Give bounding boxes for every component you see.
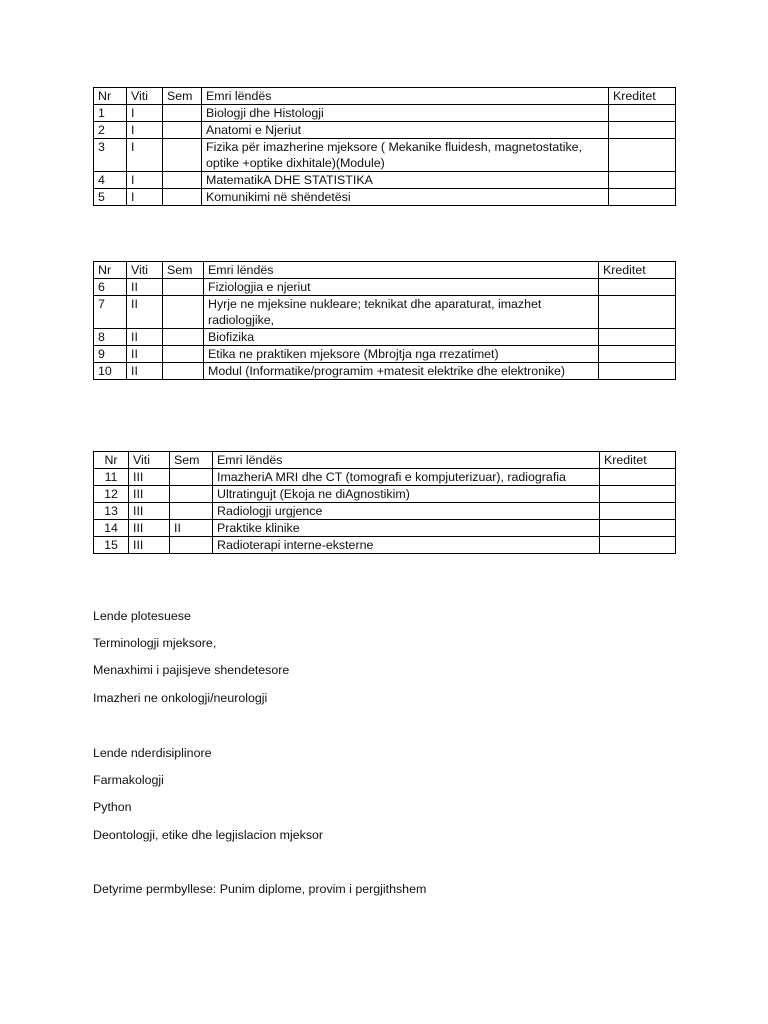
cell-credits <box>609 139 676 172</box>
cell-nr: 12 <box>94 486 129 503</box>
cell-semester <box>170 469 213 486</box>
cell-course-name: MatematikA DHE STATISTIKA <box>202 172 609 189</box>
cell-nr: 15 <box>94 537 129 554</box>
cell-nr: 2 <box>94 122 127 139</box>
cell-nr: 10 <box>94 363 127 380</box>
cell-course-name: Etika ne praktiken mjeksore (Mbrojtja nga rrezatimet) <box>204 346 599 363</box>
complementary-item: Imazheri ne onkologji/neurologji <box>93 691 268 705</box>
cell-semester <box>163 105 202 122</box>
cell-nr: 11 <box>94 469 129 486</box>
cell-year: I <box>127 122 163 139</box>
cell-credits <box>599 279 676 296</box>
cell-credits <box>599 363 676 380</box>
cell-year: II <box>127 279 163 296</box>
interdisciplinary-item: Python <box>93 800 132 814</box>
header-semester: Sem <box>170 452 213 469</box>
header-credits: Kreditet <box>600 452 676 469</box>
header-course-name: Emri lëndës <box>202 88 609 105</box>
header-year: Viti <box>127 262 163 279</box>
cell-course-name: Komunikimi në shëndetësi <box>202 189 609 206</box>
final-requirements: Detyrime permbyllese: Punim diplome, provim i pergjithshem <box>93 882 427 896</box>
cell-year: III <box>129 537 170 554</box>
header-semester: Sem <box>163 88 202 105</box>
course-table-year-3 <box>93 451 676 554</box>
cell-semester <box>163 346 204 363</box>
table-header-row <box>94 88 676 105</box>
cell-course-name: Biologji dhe Histologji <box>202 105 609 122</box>
cell-semester <box>163 363 204 380</box>
table-row <box>94 537 676 554</box>
cell-course-name: Radioterapi interne-eksterne <box>213 537 600 554</box>
table-row <box>94 279 676 296</box>
cell-year: I <box>127 172 163 189</box>
cell-credits <box>599 329 676 346</box>
cell-course-name: Modul (Informatike/programim +matesit elektrike dhe elektronike) <box>204 363 599 380</box>
cell-year: I <box>127 139 163 172</box>
cell-nr: 13 <box>94 503 129 520</box>
cell-nr: 3 <box>94 139 127 172</box>
cell-course-name: Radiologji urgjence <box>213 503 600 520</box>
interdisciplinary-item: Farmakologji <box>93 773 164 787</box>
cell-semester <box>163 172 202 189</box>
table-row <box>94 296 676 329</box>
table-row <box>94 329 676 346</box>
cell-year: III <box>129 469 170 486</box>
table-row <box>94 520 676 537</box>
header-course-name: Emri lëndës <box>204 262 599 279</box>
cell-semester <box>163 189 202 206</box>
cell-credits <box>600 503 676 520</box>
cell-credits <box>609 172 676 189</box>
cell-nr: 4 <box>94 172 127 189</box>
header-year: Viti <box>127 88 163 105</box>
interdisciplinary-item: Deontologji, etike dhe legjislacion mjeksor <box>93 828 324 842</box>
table-header-row <box>94 262 676 279</box>
complementary-heading: Lende plotesuese <box>93 609 191 623</box>
cell-credits <box>600 520 676 537</box>
cell-nr: 7 <box>94 296 127 329</box>
cell-credits <box>609 105 676 122</box>
header-course-name: Emri lëndës <box>213 452 600 469</box>
header-semester: Sem <box>163 262 204 279</box>
cell-credits <box>600 537 676 554</box>
cell-course-name: Biofizika <box>204 329 599 346</box>
table-row <box>94 469 676 486</box>
cell-semester <box>163 122 202 139</box>
cell-semester <box>170 503 213 520</box>
cell-credits <box>609 189 676 206</box>
cell-semester: II <box>170 520 213 537</box>
cell-year: I <box>127 189 163 206</box>
cell-semester <box>170 537 213 554</box>
cell-semester <box>163 279 204 296</box>
cell-course-name: Fizika për imazherine mjeksore ( Mekanike fluidesh, magnetostatike, optike +optike dixhitale)(Module) <box>202 139 609 172</box>
cell-year: II <box>127 363 163 380</box>
cell-credits <box>600 486 676 503</box>
table-row <box>94 363 676 380</box>
cell-year: III <box>129 520 170 537</box>
header-credits: Kreditet <box>609 88 676 105</box>
cell-year: II <box>127 346 163 363</box>
cell-nr: 14 <box>94 520 129 537</box>
interdisciplinary-heading: Lende nderdisiplinore <box>93 746 212 760</box>
cell-semester <box>163 329 204 346</box>
course-table-year-1 <box>93 87 676 206</box>
table-row <box>94 189 676 206</box>
cell-course-name: Hyrje ne mjeksine nukleare; teknikat dhe aparaturat, imazhet radiologjike, <box>204 296 599 329</box>
cell-semester <box>163 139 202 172</box>
table-row <box>94 139 676 172</box>
cell-year: II <box>127 329 163 346</box>
header-year: Viti <box>129 452 170 469</box>
table-row <box>94 486 676 503</box>
cell-course-name: ImazheriA MRI dhe CT (tomografi e kompjuterizuar), radiografia <box>213 469 600 486</box>
cell-nr: 8 <box>94 329 127 346</box>
cell-credits <box>599 296 676 329</box>
complementary-item: Menaxhimi i pajisjeve shendetesore <box>93 663 290 677</box>
cell-year: I <box>127 105 163 122</box>
cell-credits <box>609 122 676 139</box>
header-credits: Kreditet <box>599 262 676 279</box>
header-nr: Nr <box>94 452 129 469</box>
cell-semester <box>170 486 213 503</box>
cell-nr: 9 <box>94 346 127 363</box>
table-row <box>94 105 676 122</box>
cell-year: III <box>129 486 170 503</box>
table-row <box>94 172 676 189</box>
cell-course-name: Fiziologjia e njeriut <box>204 279 599 296</box>
cell-nr: 6 <box>94 279 127 296</box>
cell-course-name: Praktike klinike <box>213 520 600 537</box>
table-header-row <box>94 452 676 469</box>
course-table-year-2 <box>93 261 676 380</box>
cell-year: II <box>127 296 163 329</box>
cell-credits <box>599 346 676 363</box>
table-row <box>94 346 676 363</box>
cell-credits <box>600 469 676 486</box>
cell-semester <box>163 296 204 329</box>
cell-nr: 1 <box>94 105 127 122</box>
complementary-item: Terminologji mjeksore, <box>93 636 217 650</box>
table-row <box>94 122 676 139</box>
cell-nr: 5 <box>94 189 127 206</box>
header-nr: Nr <box>94 262 127 279</box>
cell-course-name: Ultratingujt (Ekoja ne diAgnostikim) <box>213 486 600 503</box>
cell-year: III <box>129 503 170 520</box>
cell-course-name: Anatomi e Njeriut <box>202 122 609 139</box>
table-row <box>94 503 676 520</box>
header-nr: Nr <box>94 88 127 105</box>
